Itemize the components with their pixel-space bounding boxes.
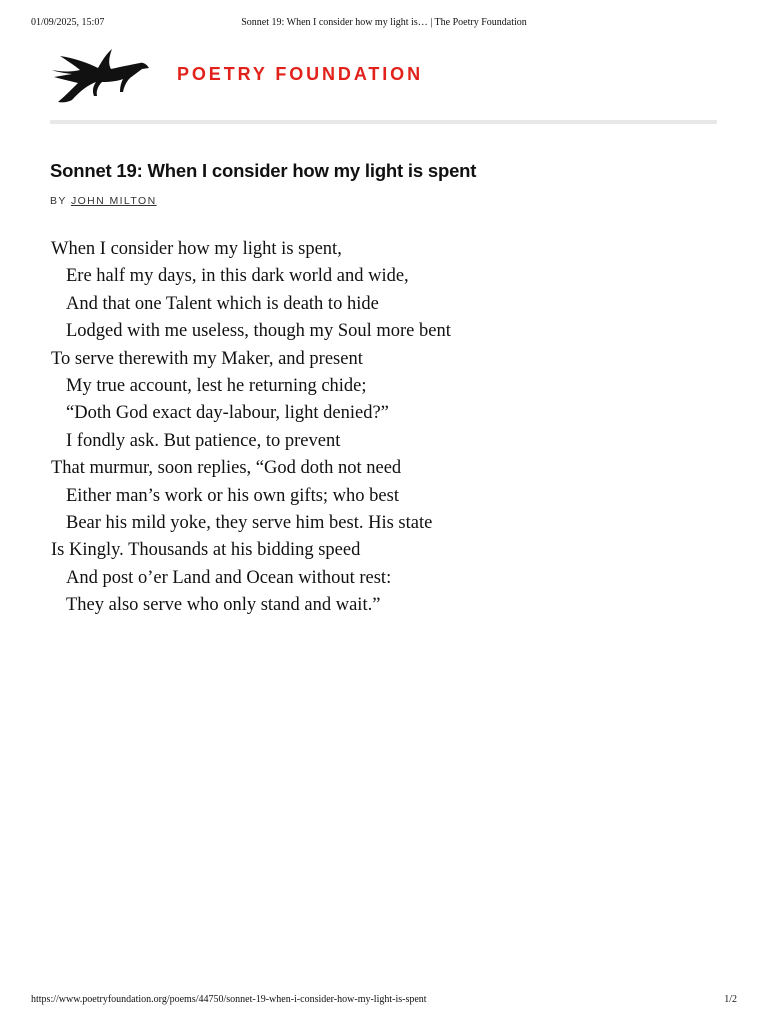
poem-line: My true account, lest he returning chide; [66, 375, 367, 396]
site-name[interactable]: POETRY FOUNDATION [177, 64, 423, 84]
site-masthead [50, 42, 717, 124]
poem-line: That murmur, soon replies, “God doth not need [51, 458, 402, 479]
page-number: 1/2 [724, 994, 737, 1005]
poem-line: Is Kingly. Thousands at his bidding speed [51, 540, 361, 561]
poem-line: To serve therewith my Maker, and present [51, 348, 363, 369]
print-page-title: Sonnet 19: When I consider how my light is… | The Poetry Foundation [241, 17, 527, 28]
poem-line: “Doth God exact day-labour, light denied?” [66, 403, 389, 424]
poem-body [51, 236, 451, 619]
poem-line: Lodged with me useless, though my Soul more bent [66, 321, 451, 342]
poem-title: Sonnet 19: When I consider how my light is spent [50, 160, 477, 181]
poem-line: Ere half my days, in this dark world and wide, [66, 266, 409, 287]
print-date: 01/09/2025, 15:07 [31, 17, 105, 28]
poem-line: Either man’s work or his own gifts; who best [66, 485, 399, 506]
print-url: https://www.poetryfoundation.org/poems/44750/sonnet-19-when-i-consider-how-my-light-is-spent [31, 994, 427, 1005]
author-link[interactable]: JOHN MILTON [70, 195, 157, 207]
poem-line: When I consider how my light is spent, [51, 239, 342, 259]
by-label: BY [50, 195, 67, 207]
byline [50, 195, 157, 207]
poem-line: And that one Talent which is death to hide [66, 293, 379, 314]
poem-line: I fondly ask. But patience, to prevent [66, 430, 341, 451]
poem-line: They also serve who only stand and wait.” [66, 595, 381, 616]
poem-line: Bear his mild yoke, they serve him best. His state [66, 512, 433, 533]
print-footer [31, 994, 737, 1008]
pegasus-logo-icon [50, 44, 150, 104]
print-header [31, 17, 737, 31]
poem-line: And post o’er Land and Ocean without rest: [66, 567, 392, 588]
